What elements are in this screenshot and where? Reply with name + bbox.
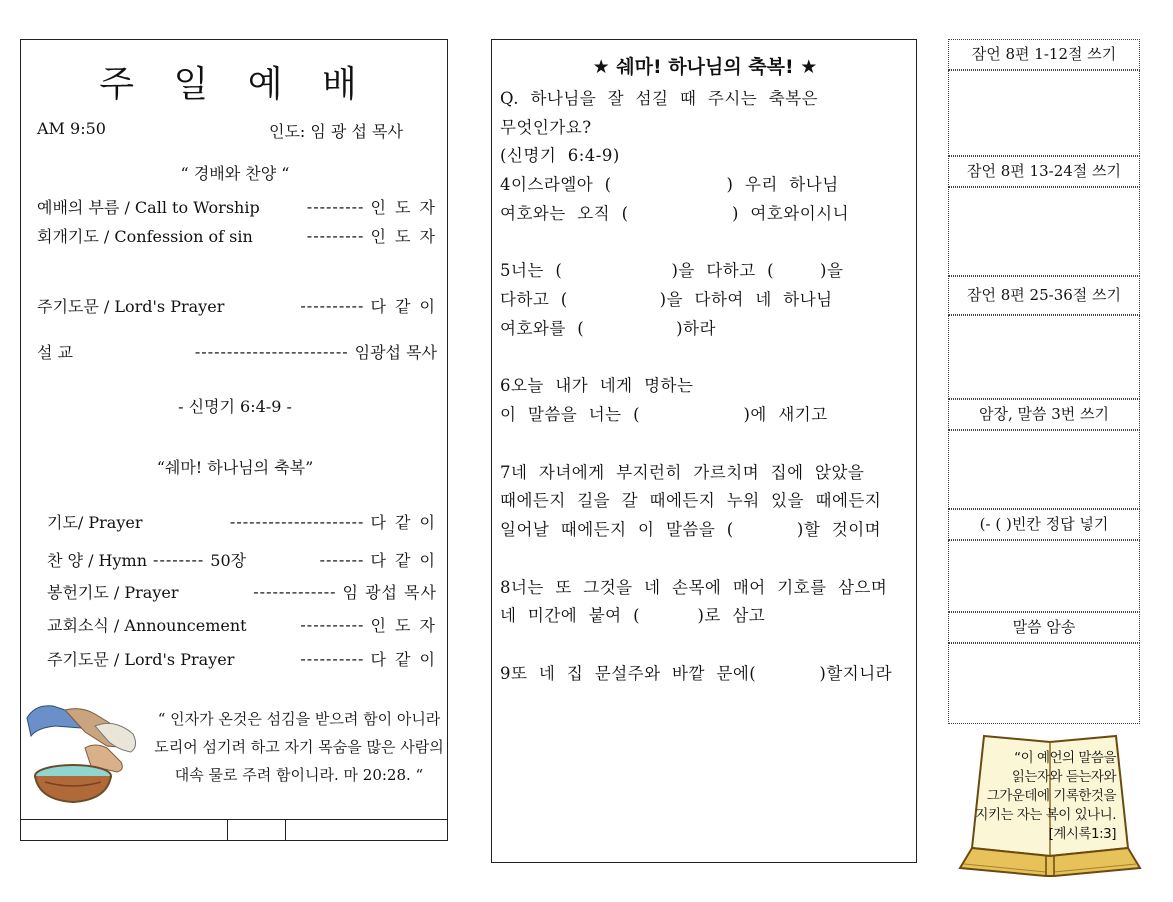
practice-header: 잠언 8편 13-24절 쓰기 xyxy=(948,156,1140,187)
worksheet-line: 이 말씀을 너는 ( )에 새기고 xyxy=(500,405,828,424)
quote-line: “ 인자가 온것은 섬김을 받으려 함이 아니라 xyxy=(157,710,441,728)
practice-header: 잠언 8편 1-12절 쓰기 xyxy=(948,39,1140,70)
worksheet-line: 다하고 ( )을 다하여 네 하나님 xyxy=(500,290,833,309)
page-title: 주 일 예 배 xyxy=(99,64,371,105)
bible-verse-line: “이 예언의 말씀을 xyxy=(1014,750,1116,766)
practice-header: 말씀 암송 xyxy=(948,612,1140,643)
service-leader: 인도: 임 광 섭 목사 xyxy=(269,122,403,141)
practice-header: 암장, 말씀 3번 쓰기 xyxy=(948,399,1140,430)
worksheet-line: 일어날 때에든지 이 말씀을 ( )할 것이며 xyxy=(500,520,882,539)
writing-area[interactable] xyxy=(948,315,1140,399)
worship-order-panel xyxy=(20,39,448,841)
worksheet-line: 8너는 또 그것을 네 손목에 매어 기호를 삼으며 xyxy=(500,578,888,597)
worksheet-title: ★ 쉐마! 하나님의 축복! ★ xyxy=(592,56,818,78)
order-item: 찬 양 / Hymn -------- 50장 ------- 다 같 이 xyxy=(47,550,437,570)
bible-verse-illustration xyxy=(950,730,1150,880)
bible-verse-line: 그가운데에 기록한것을 xyxy=(986,788,1116,804)
bible-verse-line: 지키는 자는 복이 있나니. xyxy=(975,807,1116,823)
order-item: 주기도문 / Lord's Prayer ---------- 다 같 이 xyxy=(37,296,437,316)
bible-verse-line: 읽는자와 듣는자와 xyxy=(1011,769,1116,785)
writing-area[interactable] xyxy=(948,540,1140,612)
service-time: AM 9:50 xyxy=(37,119,106,138)
order-item: 주기도문 / Lord's Prayer ---------- 다 같 이 xyxy=(47,649,437,669)
worksheet-line: Q. 하나님을 잘 섬길 때 주시는 축복은 xyxy=(500,89,819,108)
worksheet-line: 6오늘 내가 네게 명하는 xyxy=(500,376,694,395)
worksheet-line: 4이스라엘아 ( ) 우리 하나님 xyxy=(500,175,839,194)
bible-verse-ref: [계시록1:3] xyxy=(1048,826,1116,842)
writing-area[interactable] xyxy=(948,70,1140,156)
practice-header: 잠언 8편 25-36절 쓰기 xyxy=(948,276,1140,315)
order-item: 회개기도 / Confession of sin --------- 인 도 자 xyxy=(37,226,437,246)
quote-line: 도리어 섬기려 하고 자기 목숨을 많은 사람의 xyxy=(154,738,444,756)
scripture-ref: - 신명기 6:4-9 - xyxy=(178,397,292,416)
order-item: 봉헌기도 / Prayer ------------- 임 광섭 목사 xyxy=(47,582,437,602)
worksheet-line: 무엇인가요? xyxy=(500,118,592,137)
foot-washing-illustration xyxy=(25,696,145,806)
order-item: 교회소식 / Announcement ---------- 인 도 자 xyxy=(47,615,437,635)
footer-table xyxy=(21,819,447,840)
section-praise: “ 경배와 찬양 “ xyxy=(180,164,290,183)
sermon-title: “쉐마! 하나님의 축복” xyxy=(156,458,314,477)
order-item: 기도/ Prayer --------------------- 다 같 이 xyxy=(47,512,437,532)
worksheet-line: 9또 네 집 문설주와 바깥 문에( )할지니라 xyxy=(500,664,893,683)
worksheet-line: (신명기 6:4-9) xyxy=(500,146,620,165)
writing-area[interactable] xyxy=(948,430,1140,509)
practice-header: (- ( )빈칸 정답 넣기 xyxy=(948,509,1140,540)
quote-line: 대속 물로 주려 함이니라. 마 20:28. “ xyxy=(174,766,424,784)
worksheet-line: 네 미간에 붙여 ( )로 삼고 xyxy=(500,606,766,625)
worksheet-line: 7네 자녀에게 부지런히 가르치며 집에 앉았을 xyxy=(500,463,865,482)
worksheet-line: 때에든지 길을 갈 때에든지 누워 있을 때에든지 xyxy=(500,491,882,510)
writing-area[interactable] xyxy=(948,187,1140,276)
worksheet-line: 여호와는 오직 ( ) 여호와이시니 xyxy=(500,204,850,223)
writing-area[interactable] xyxy=(948,643,1140,724)
worksheet-line: 여호와를 ( )하라 xyxy=(500,319,716,338)
shema-worksheet-panel xyxy=(491,39,917,863)
worksheet-line: 5너는 ( )을 다하고 ( )을 xyxy=(500,261,844,280)
order-item: 설 교 ------------------------ 임광섭 목사 xyxy=(37,342,437,362)
order-item: 예배의 부름 / Call to Worship --------- 인 도 자 xyxy=(37,197,437,217)
